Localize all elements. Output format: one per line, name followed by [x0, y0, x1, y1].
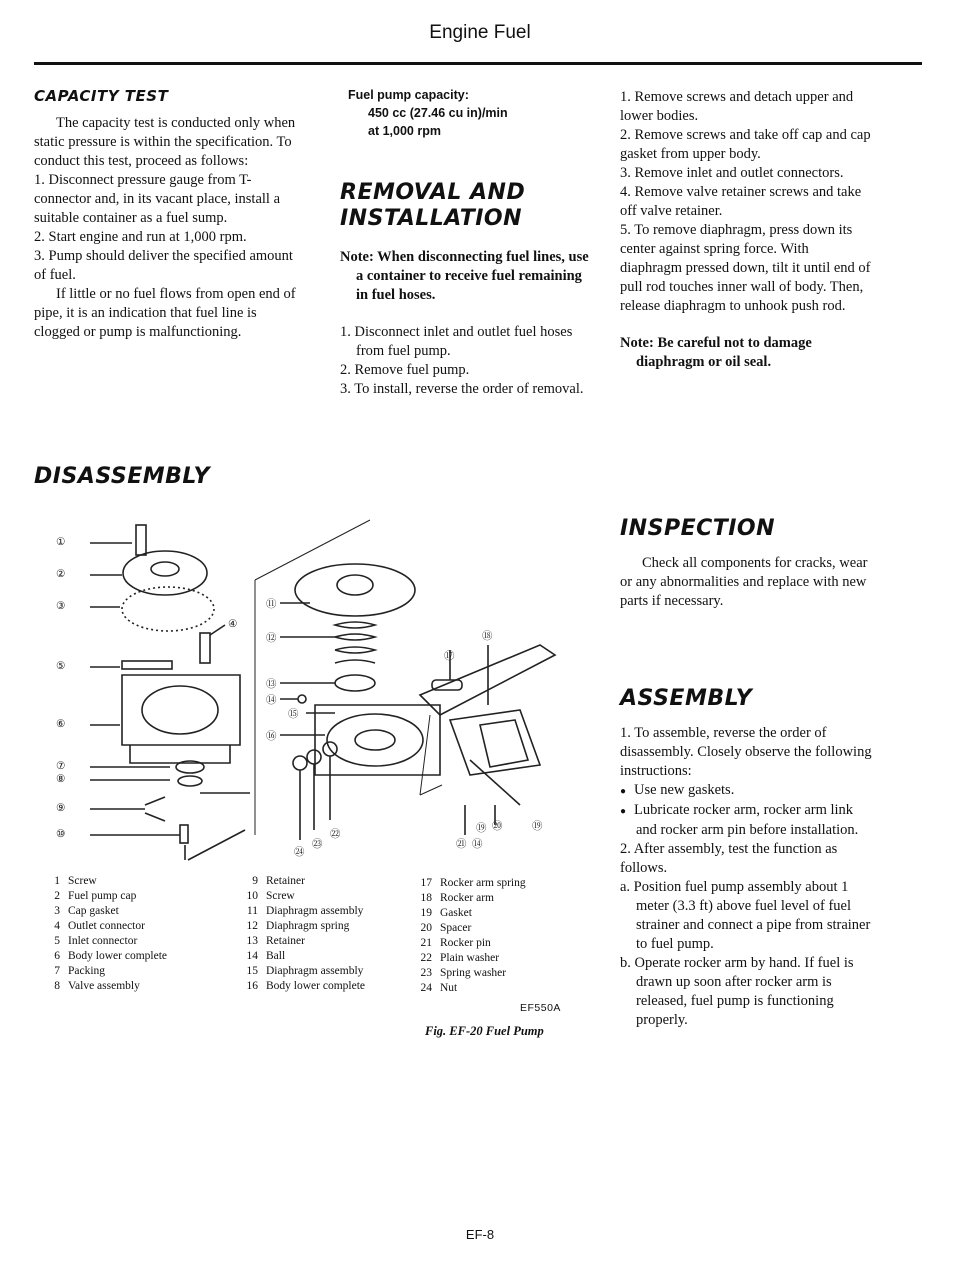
- inspection-text: Check all components for cracks, wear or any abnormalities and replace with new parts if necessary.: [620, 555, 868, 609]
- legend-item: [40, 904, 240, 919]
- callout-label: ⑦: [56, 761, 66, 772]
- legend-item: [40, 949, 240, 964]
- assembly-step: 1. To assemble, reverse the order of disassembly. Closely observe the following instructions:: [620, 725, 872, 779]
- legend-text: Screw: [266, 890, 295, 902]
- disassembly-heading: DISASSEMBLY: [34, 464, 210, 489]
- legend-item: [40, 919, 240, 934]
- legend-item: [412, 936, 592, 951]
- fuel-pump-exploded-diagram: [50, 505, 610, 870]
- legend-number: 7: [54, 965, 60, 977]
- legend-text: Plain washer: [440, 952, 500, 964]
- assembly-body: [620, 724, 872, 1030]
- legend-item: [238, 874, 418, 889]
- legend-text: Retainer: [266, 875, 305, 887]
- inspection-section: [620, 516, 872, 611]
- legend-text: Fuel pump cap: [68, 890, 137, 902]
- disassembly-step: 2. Remove screws and take off cap and cap gasket from upper body.: [620, 127, 871, 162]
- legend-text: Body lower complete: [68, 950, 168, 962]
- capacity-test-followup: If little or no fuel flows from open end of pipe, it is an indication that fuel line is clogged or pump is malfunctioning.: [34, 286, 296, 340]
- legend-text: Outlet connector: [68, 920, 145, 932]
- callout-label: ⑧: [56, 774, 66, 785]
- callout-label: ⑯: [266, 731, 277, 742]
- legend-number: 1: [54, 875, 60, 887]
- callout-label: ①: [56, 537, 66, 548]
- assembly-step: 2. After assembly, test the function as follows.: [620, 841, 838, 876]
- legend-item: [40, 979, 240, 994]
- removal-step: 1. Disconnect inlet and outlet fuel hoses from fuel pump.: [340, 324, 573, 359]
- legend-number: 17: [420, 877, 432, 889]
- legend-text: Rocker arm spring: [440, 877, 526, 889]
- capacity-test-step: 3. Pump should deliver the specified amount of fuel.: [34, 248, 293, 283]
- callout-label: ⑲: [532, 821, 543, 832]
- assembly-section: [620, 686, 872, 1030]
- legend-text: Ball: [266, 950, 286, 962]
- callout-label: ⑱: [482, 631, 493, 642]
- removal-section: [340, 180, 590, 399]
- capacity-test-section: [34, 87, 296, 342]
- legend-text: Retainer: [266, 935, 305, 947]
- page-header-title: Engine Fuel: [429, 22, 531, 43]
- legend-text: Body lower complete: [266, 980, 366, 992]
- callout-label: ⑳: [492, 821, 503, 832]
- legend-item: [412, 876, 592, 891]
- legend-item: [412, 966, 592, 981]
- figure-code: EF550A: [520, 1002, 561, 1014]
- legend-item: [412, 921, 592, 936]
- capacity-test-step: 2. Start engine and run at 1,000 rpm.: [34, 229, 247, 245]
- assembly-bullet: ● Use new gaskets.: [620, 781, 872, 801]
- legend-item: [40, 964, 240, 979]
- legend-item: [40, 874, 240, 889]
- legend-number: 5: [54, 935, 60, 947]
- legend-text: Inlet connector: [68, 935, 138, 947]
- legend-number: 22: [420, 952, 432, 964]
- capacity-test-body: [34, 114, 296, 342]
- legend-number: 13: [246, 935, 258, 947]
- assembly-substep: b. Operate rocker arm by hand. If fuel is drawn up soon after rocker arm is released, fuel pump is functioning properly.: [620, 955, 854, 1028]
- legend-text: Diaphragm assembly: [266, 965, 364, 977]
- figure-legend-col2: [238, 874, 418, 994]
- removal-step: 3. To install, reverse the order of removal.: [340, 381, 584, 397]
- disassembly-step: 1. Remove screws and detach upper and lower bodies.: [620, 89, 854, 124]
- legend-item: [238, 919, 418, 934]
- legend-text: Packing: [68, 965, 106, 977]
- inspection-heading: INSPECTION: [620, 516, 776, 541]
- legend-item: [238, 949, 418, 964]
- legend-number: 14: [246, 950, 258, 962]
- legend-number: 18: [420, 892, 432, 904]
- legend-text: Cap gasket: [68, 905, 119, 917]
- callout-label: ㉓: [312, 839, 323, 850]
- callout-label: ②: [56, 569, 66, 580]
- removal-heading-line1: REMOVAL AND: [340, 180, 526, 205]
- legend-number: 12: [246, 920, 258, 932]
- callout-label: ⑮: [288, 709, 299, 720]
- legend-number: 15: [246, 965, 258, 977]
- disassembly-steps: [620, 88, 872, 372]
- disassembly-step: 4. Remove valve retainer screws and take off valve retainer.: [620, 184, 862, 219]
- legend-item: [238, 979, 418, 994]
- callout-label: ⑪: [266, 599, 277, 610]
- legend-item: [238, 964, 418, 979]
- disassembly-step: 5. To remove diaphragm, press down its center against spring force. With diaphragm pressed down, tilt it until end of pull rod touches inner wall of body. Then, release diaphragm to unhook push rod.: [620, 222, 871, 314]
- removal-note: Note: When disconnecting fuel lines, use a container to receive fuel remaining in fuel hoses.: [340, 249, 589, 303]
- pump-capacity-value: 450 cc (27.46 cu in)/min: [368, 106, 508, 120]
- legend-number: 8: [54, 980, 60, 992]
- callout-label: ㉔: [294, 847, 305, 858]
- callout-label: ⑭: [472, 839, 483, 850]
- legend-number: 23: [420, 967, 432, 979]
- removal-step: 2. Remove fuel pump.: [340, 362, 470, 378]
- legend-number: 10: [246, 890, 258, 902]
- assembly-bullets: [620, 781, 872, 840]
- capacity-test-intro: The capacity test is conducted only when static pressure is within the specification. To conduct this test, proceed as follows:: [34, 115, 296, 169]
- callout-label: ⑭: [266, 695, 277, 706]
- legend-number: 24: [420, 982, 432, 994]
- assembly-substep: a. Position fuel pump assembly about 1 meter (3.3 ft) above fuel level of fuel strainer and connect a pipe from strainer to fuel pump.: [620, 879, 871, 952]
- callout-label: ㉒: [330, 829, 341, 840]
- legend-number: 19: [420, 907, 432, 919]
- legend-number: 4: [54, 920, 60, 932]
- legend-number: 6: [54, 950, 60, 962]
- callout-label: ⑩: [56, 829, 66, 840]
- legend-item: [412, 951, 592, 966]
- legend-number: 3: [54, 905, 60, 917]
- header-rule: [34, 62, 922, 65]
- callout-label: ⑬: [266, 679, 277, 690]
- callout-label: ⑥: [56, 719, 66, 730]
- legend-text: Gasket: [440, 907, 472, 919]
- legend-text: Spring washer: [440, 967, 507, 979]
- legend-text: Rocker arm: [440, 892, 494, 904]
- assembly-bullet: ● Lubricate rocker arm, rocker arm link and rocker arm pin before installation.: [620, 801, 872, 840]
- legend-item: [412, 906, 592, 921]
- assembly-heading: ASSEMBLY: [620, 686, 753, 711]
- callout-label: ③: [56, 601, 66, 612]
- figure-legend-col3: [412, 876, 592, 996]
- legend-text: Spacer: [440, 922, 472, 934]
- removal-body: [340, 248, 590, 399]
- capacity-test-heading: CAPACITY TEST: [34, 87, 169, 105]
- callout-label: ⑰: [444, 651, 455, 662]
- callout-label: ⑨: [56, 803, 66, 814]
- legend-number: 2: [54, 890, 60, 902]
- legend-item: [238, 904, 418, 919]
- legend-number: 11: [246, 905, 258, 917]
- legend-item: [238, 934, 418, 949]
- capacity-test-step: 1. Disconnect pressure gauge from T-connector and, in its vacant place, install a suitable container as a fuel sump.: [34, 172, 281, 226]
- figure-legend-col1: [40, 874, 240, 994]
- legend-text: Rocker pin: [440, 937, 491, 949]
- callout-label: ④: [228, 619, 238, 630]
- legend-item: [412, 891, 592, 906]
- disassembly-step: 3. Remove inlet and outlet connectors.: [620, 165, 844, 181]
- legend-number: 20: [420, 922, 432, 934]
- pump-capacity-condition: at 1,000 rpm: [368, 124, 441, 138]
- callout-label: ⑫: [266, 633, 277, 644]
- legend-text: Valve assembly: [68, 980, 140, 992]
- legend-text: Nut: [440, 982, 458, 994]
- callout-label: ⑤: [56, 661, 66, 672]
- pump-capacity-spec: [348, 86, 598, 140]
- disassembly-note: Note: Be careful not to damage diaphragm or oil seal.: [620, 335, 812, 370]
- callout-label: ㉑: [456, 839, 467, 850]
- legend-number: 16: [246, 980, 258, 992]
- pump-capacity-label: Fuel pump capacity:: [348, 88, 469, 102]
- legend-item: [40, 889, 240, 904]
- legend-number: 21: [420, 937, 432, 949]
- callout-label: ⑲: [476, 823, 487, 834]
- legend-text: Diaphragm spring: [266, 920, 350, 932]
- legend-text: Diaphragm assembly: [266, 905, 364, 917]
- page-number: EF-8: [465, 1227, 495, 1242]
- legend-item: [40, 934, 240, 949]
- legend-text: Screw: [68, 875, 97, 887]
- removal-heading-line2: INSTALLATION: [340, 206, 523, 231]
- legend-item: [412, 981, 592, 996]
- legend-item: [238, 889, 418, 904]
- legend-number: 9: [252, 875, 258, 887]
- figure-caption: Fig. EF-20 Fuel Pump: [425, 1024, 544, 1038]
